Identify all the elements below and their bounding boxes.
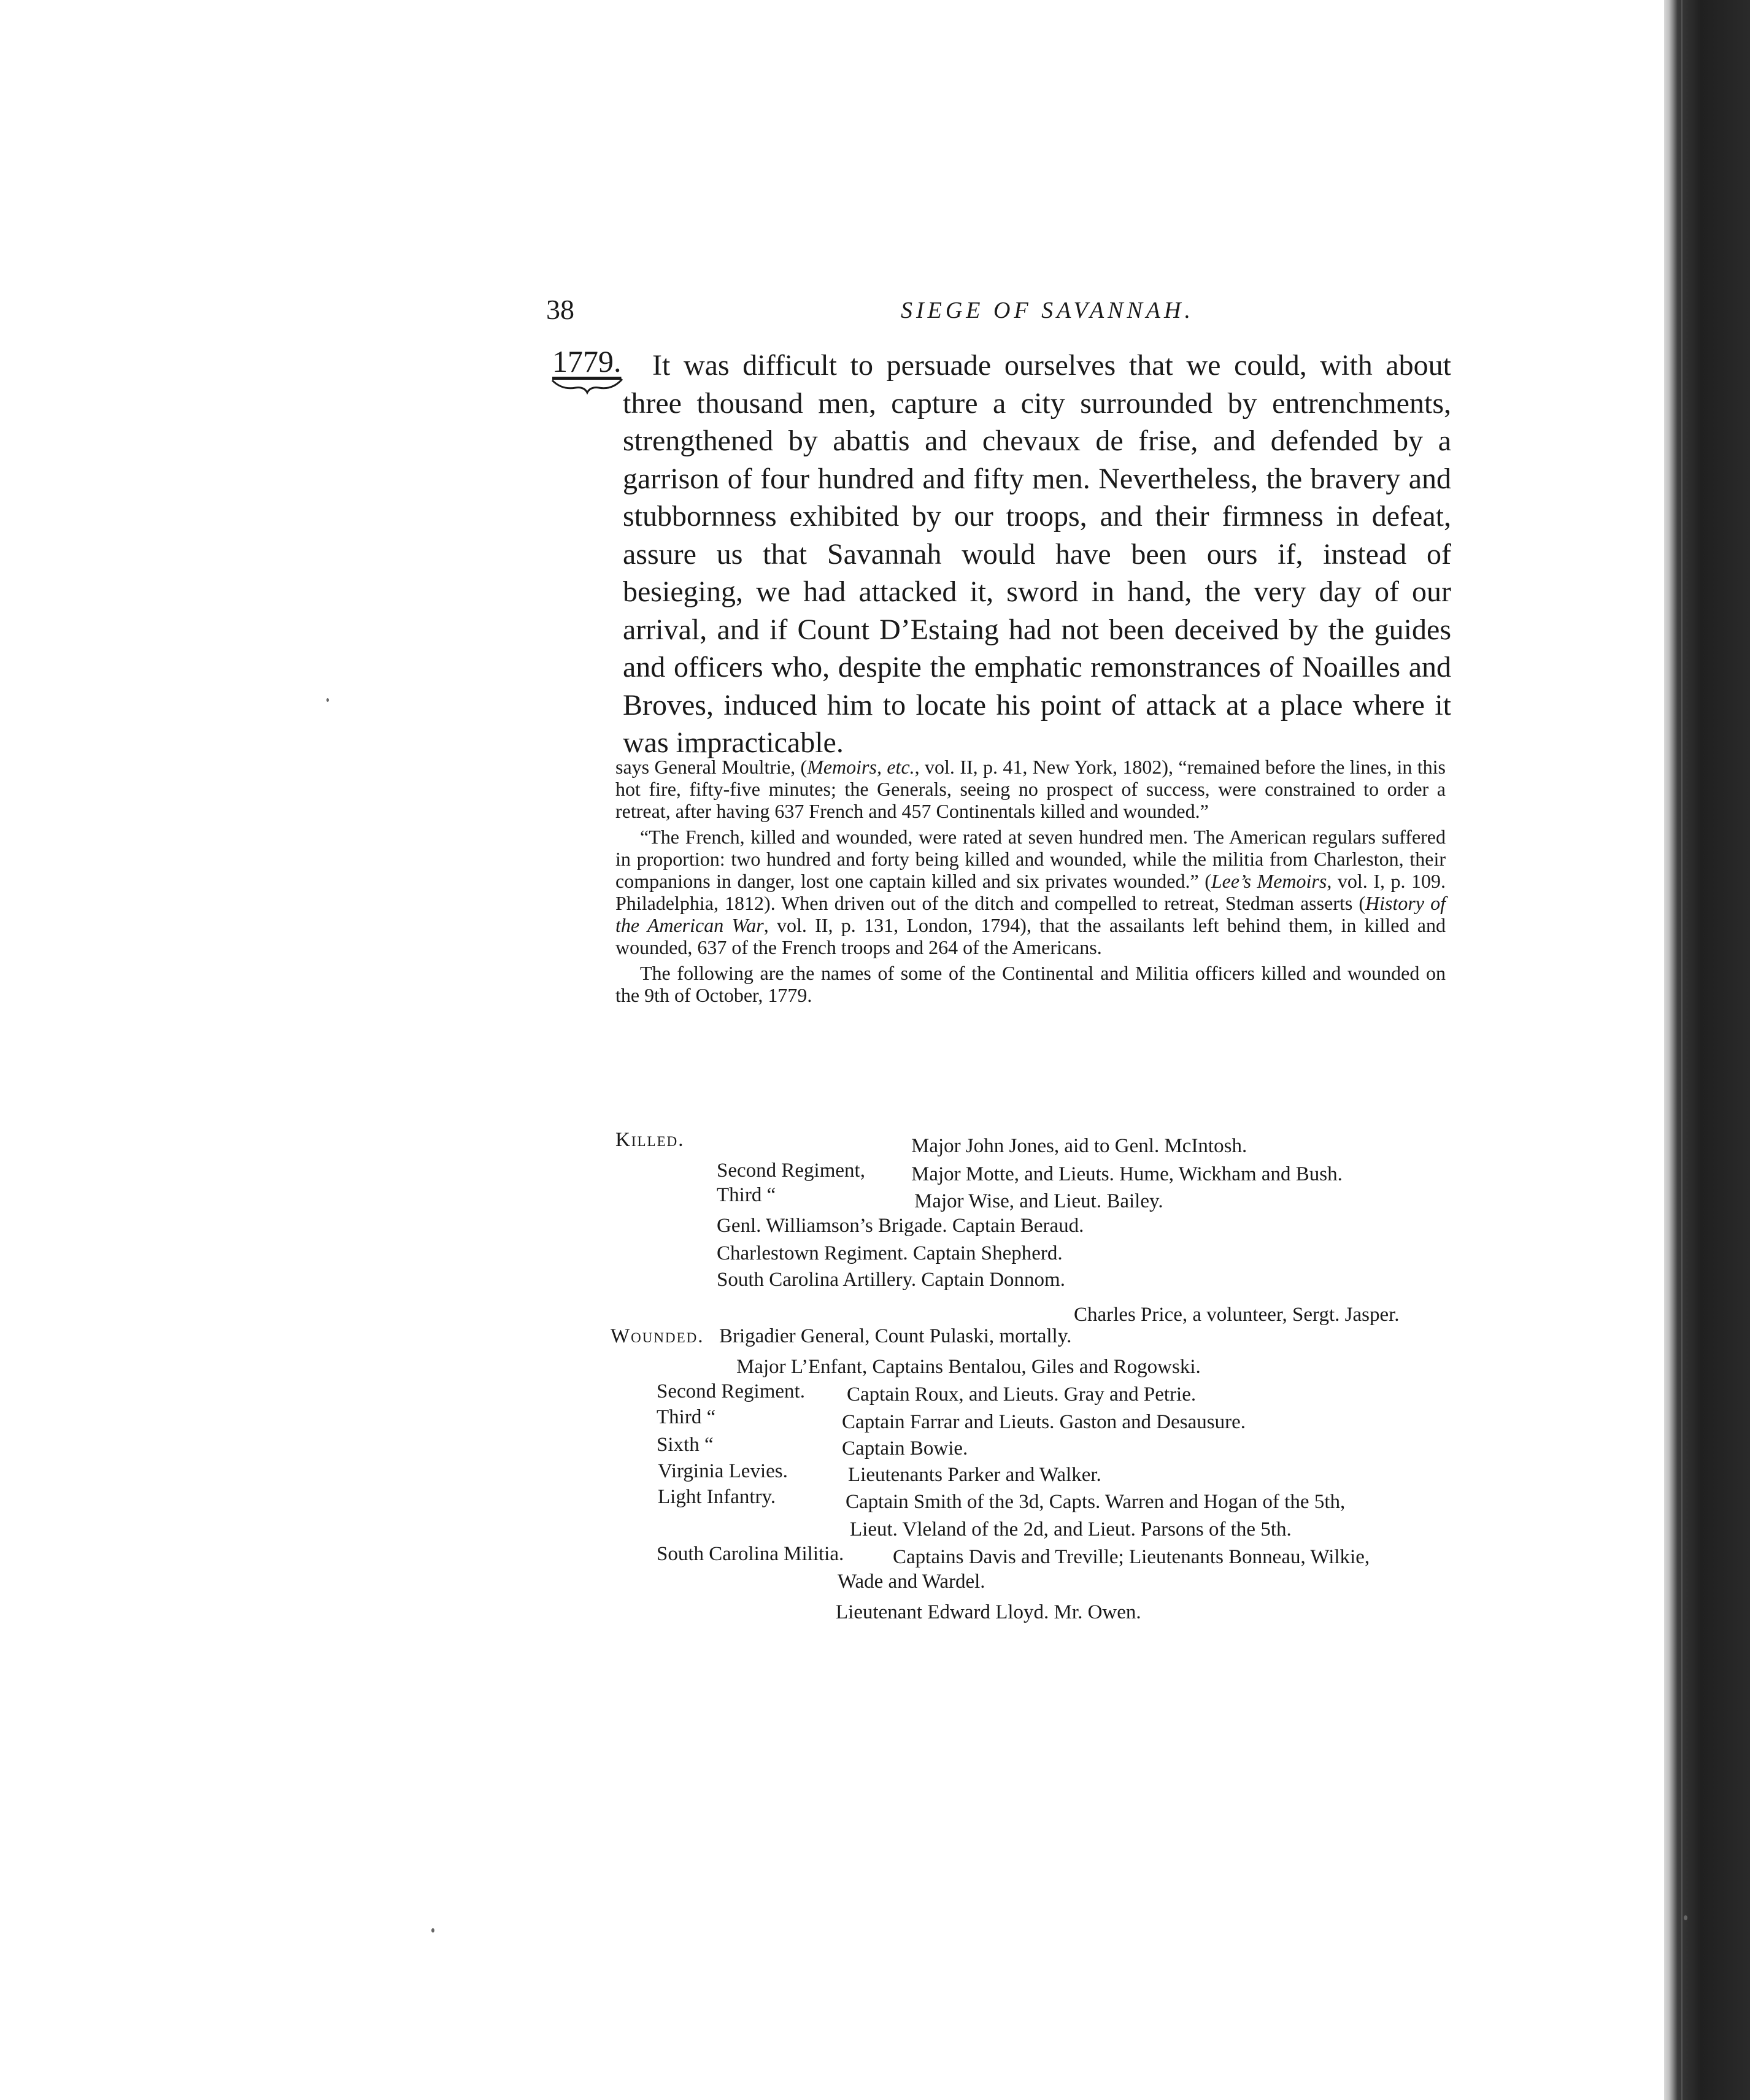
paper-speck	[431, 1928, 434, 1933]
footnotes	[615, 756, 1446, 1010]
killed-row: Charlestown Regiment. Captain Shepherd.	[717, 1242, 1063, 1264]
note-officers-intro: The following are the names of some of the Continental and Militia officers killed and wounded on the 9th of October, 1779.	[615, 962, 1446, 1006]
killed-row: Genl. Williamson’s Brigade. Captain Beraud.	[717, 1215, 1084, 1237]
killed-row: Major Motte, and Lieuts. Hume, Wickham and Bush.	[911, 1163, 1343, 1185]
killed-heading: Killed.	[615, 1129, 685, 1151]
note-moultrie: says General Moultrie, (Memoirs, etc., vol. II, p. 41, New York, 1802), “remained before the lines, in this hot fire, fifty-five minutes; the Generals, seeing no prospect of success, were constrained to order a retreat, after having 637 French and 457 Continentals killed and wounded.”	[615, 756, 1446, 822]
killed-row: South Carolina Artillery. Captain Donnom.	[717, 1269, 1065, 1291]
wounded-row: Brigadier General, Count Pulaski, mortally.	[719, 1325, 1072, 1347]
wounded-row-label: Sixth “	[657, 1434, 714, 1456]
killed-row-label: Second Regiment,	[717, 1160, 865, 1182]
wounded-row-label: Third “	[657, 1406, 716, 1428]
wounded-row-label: South Carolina Militia.	[657, 1543, 844, 1565]
page-number: 38	[546, 294, 574, 325]
wounded-row-label: Second Regiment.	[657, 1380, 805, 1402]
running-head: SIEGE OF SAVANNAH.	[901, 298, 1194, 323]
note-lee-stedman: “The French, killed and wounded, were rated at seven hundred men. The American regulars suffered in proportion: two hundred and forty being killed and wounded, while the militia from Charleston, their companions in danger, lost one captain killed and six privates wounded.” (Lee’s Memoirs, vol. I, p. 109. Philadelphia, 1812). When driven out of the ditch and compelled to retreat, Stedman asserts (History of the American War, vol. II, p. 131, London, 1794), that the assailants left behind them, in killed and wounded, 637 of the French troops and 264 of the Americans.	[615, 826, 1446, 958]
killed-row: Charles Price, a volunteer, Sergt. Jasper.	[1074, 1304, 1400, 1326]
wounded-row: Wade and Wardel.	[838, 1571, 985, 1593]
margin-year: 1779.	[552, 344, 622, 379]
killed-row: Major John Jones, aid to Genl. McIntosh.	[911, 1135, 1247, 1157]
page-edge-line	[1681, 0, 1683, 2100]
wounded-heading: Wounded.	[611, 1325, 704, 1347]
page-edge-shadow	[1664, 0, 1750, 2100]
wounded-row: Major L’Enfant, Captains Bentalou, Giles and Rogowski.	[736, 1356, 1201, 1378]
wounded-row-label: Light Infantry.	[658, 1486, 776, 1508]
wounded-row: Captain Roux, and Lieuts. Gray and Petrie.	[847, 1383, 1197, 1406]
paper-speck	[1684, 1915, 1687, 1920]
killed-row: Major Wise, and Lieut. Bailey.	[914, 1190, 1163, 1212]
wounded-row: Lieutenant Edward Lloyd. Mr. Owen.	[836, 1601, 1141, 1623]
wounded-row: Captain Bowie.	[842, 1437, 968, 1460]
margin-brace-icon	[551, 374, 623, 399]
wounded-row-label: Virginia Levies.	[658, 1460, 788, 1482]
wounded-row: Lieut. Vleland of the 2d, and Lieut. Parsons of the 5th.	[850, 1518, 1292, 1540]
wounded-row: Captain Smith of the 3d, Capts. Warren and Hogan of the 5th,	[846, 1491, 1346, 1513]
wounded-row: Captain Farrar and Lieuts. Gaston and Desausure.	[842, 1411, 1246, 1433]
killed-row-label: Third “	[717, 1184, 776, 1206]
paper-speck	[326, 698, 329, 702]
wounded-row: Captains Davis and Treville; Lieutenants Bonneau, Wilkie,	[893, 1546, 1370, 1568]
body-paragraph: It was difficult to persuade ourselves that we could, with about three thousand men, capture a city surrounded by entrenchments, strengthened by abattis and chevaux de frise, and defended by a garrison of four hundred and fifty men. Nevertheless, the bravery and stubbornness exhibited by our troops, and their firmness in defeat, assure us that Savannah would have been ours if, instead of besieging, we had attacked it, sword in hand, the very day of our arrival, and if Count D’Estaing had not been deceived by the guides and officers who, despite the emphatic remonstrances of Noailles and Broves, induced him to locate his point of attack at a place where it was impracticable.	[623, 349, 1451, 759]
wounded-row: Lieutenants Parker and Walker.	[848, 1464, 1101, 1486]
